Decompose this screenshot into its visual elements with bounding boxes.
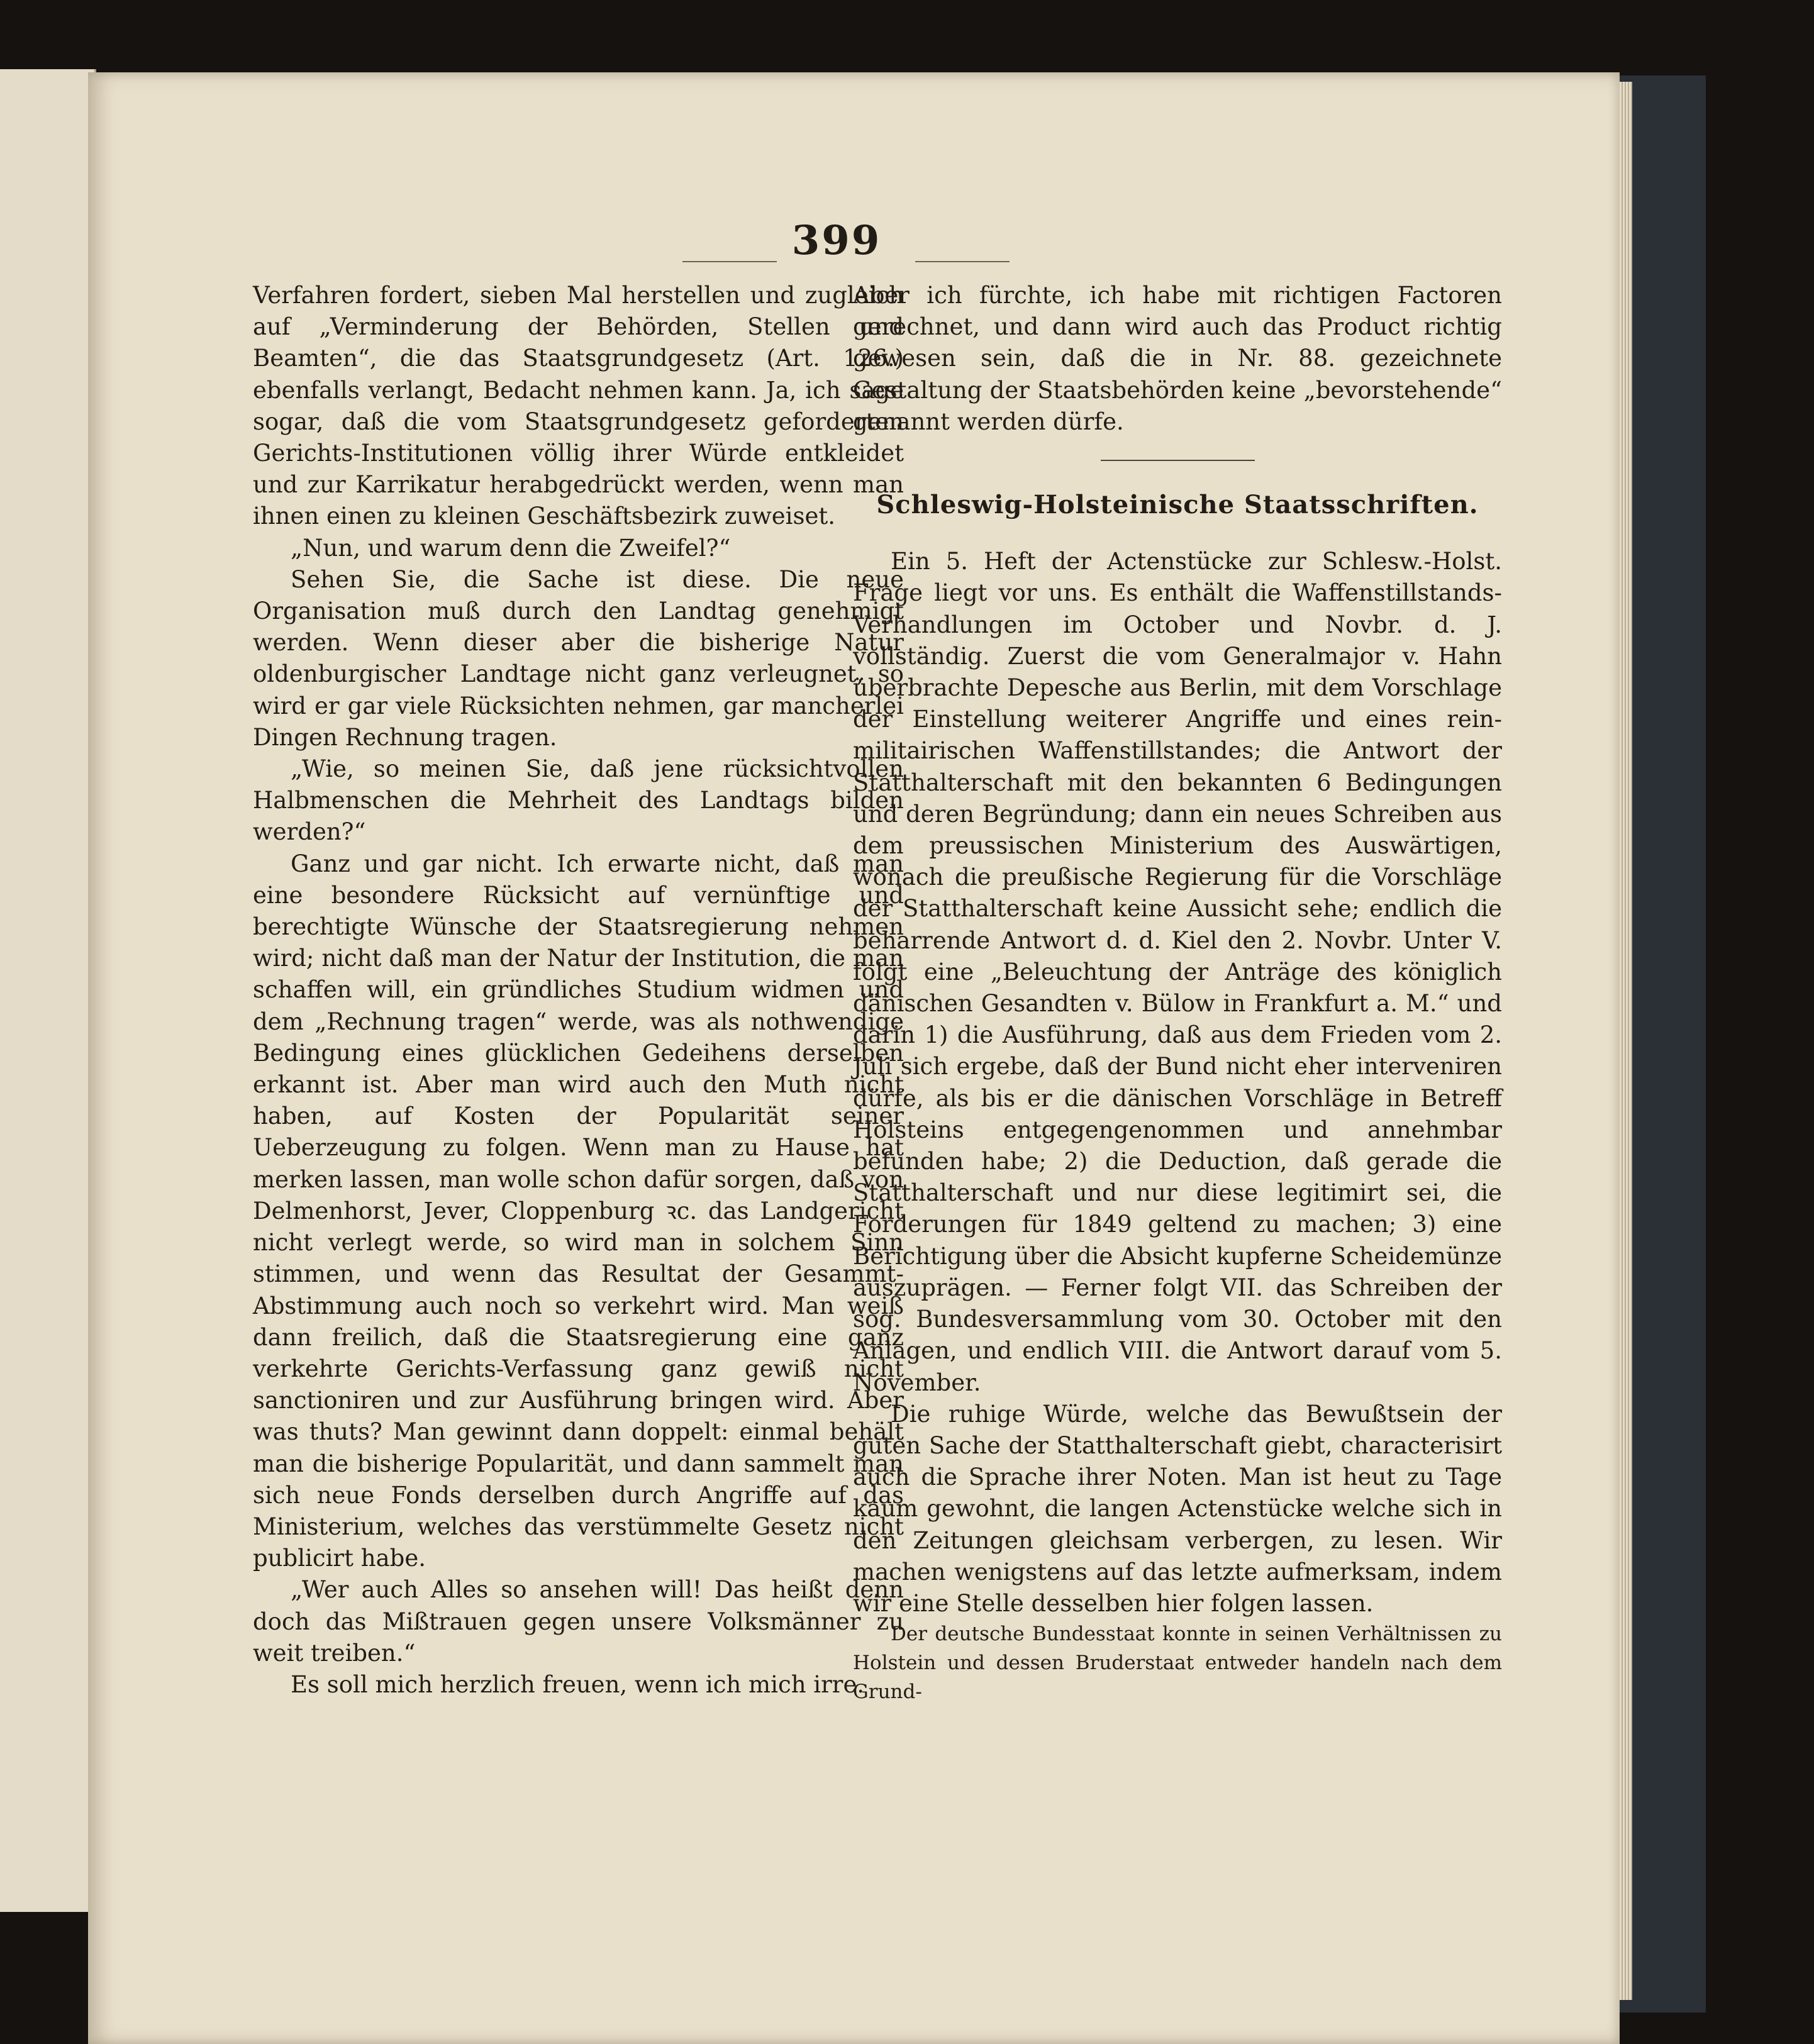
paragraph: „Nun, und warum denn die Zweifel?“ (291, 534, 731, 562)
paragraph: Die ruhige Würde, welche das Bewußtsein der guten Sache der Statthalterschaft giebt, characterisirt auch die Sprache ihrer Noten. Man ist heut zu Tage kaum gewohnt, die langen Actenstücke welche sich in den Zeitungen gleichsam verbergen, zu lesen. Wir machen wenigstens auf das letzte aufmerksam, indem wir eine Stelle desselben hier folgen lassen. (853, 1400, 1502, 1617)
paragraph: Aber ich fürchte, ich habe mit richtigen Factoren gerechnet, und dann wird auch das Product richtig gewesen sein, daß die in Nr. 88. gezeichnete Gestaltung der Staatsbehörden keine „bevorstehende“ genannt werden dürfe. (853, 282, 1502, 435)
paragraph: Sehen Sie, die Sache ist diese. Die neue Organisation muß durch den Landtag genehmigt werden. Wenn dieser aber die bisherige Natur oldenburgischer Landtage nicht ganz verleugnet, so wird er gar viele Rücksichten nehmen, gar mancherlei Dingen Rechnung tragen. (253, 565, 904, 751)
page-number: 399 (791, 217, 882, 264)
paragraph: „Wer auch Alles so ansehen will! Das heißt denn doch das Mißtrauen gegen unsere Volksmänner zu weit treiben.“ (253, 1576, 904, 1667)
left-column (253, 280, 904, 1701)
paragraph: Es soll mich herzlich freuen, wenn ich mich irre. (291, 1670, 865, 1698)
right-column (853, 280, 1502, 1706)
section-separator (1101, 460, 1255, 461)
section-title: Schleswig-Holsteinische Staatsschriften. (876, 490, 1479, 520)
paragraph: Ein 5. Heft der Actenstücke zur Schlesw.-Holst. Frage liegt vor uns. Es enthält die Waffenstillstands-Verhandlungen im October und Novbr. d. J. vollständig. Zuerst die vom Generalmajor v. Hahn überbrachte Depesche aus Berlin, mit dem Vorschlage der Einstellung weiterer Angriffe und eines rein-militairischen Waffenstillstandes; die Antwort der Statthalterschaft mit den bekannten 6 Bedingungen und deren Begründung; dann ein neues Schreiben aus dem preussischen Ministerium des Auswärtigen, wonach die preußische Regierung für die Vorschläge der Statthalterschaft keine Aussicht sehe; endlich die beharrende Antwort d. d. Kiel den 2. Novbr. Unter V. folgt eine „Beleuchtung der Anträge des königlich dänischen Gesandten v. Bülow in Frankfurt a. M.“ und darin 1) die Ausführung, daß aus dem Frieden vom 2. Juli sich ergebe, daß der Bund nicht eher interveniren dürfe, als bis er die dänischen Vorschläge in Betreff Holsteins entgegengenommen und annehmbar befunden habe; 2) die Deduction, daß gerade die Statthalterschaft und nur diese legitimirt sei, die Forderungen für 1849 geltend zu machen; 3) eine Berichtigung über die Absicht kupferne Scheidemünze auszuprägen. — Ferner folgt VII. das Schreiben der sog. Bundesversammlung vom 30. October mit den Anlagen, und endlich VIII. die Antwort darauf vom 5. November. (853, 548, 1502, 1396)
book-page (88, 72, 1620, 2044)
paragraph: Verfahren fordert, sieben Mal herstellen und zugleich auf „Verminderung der Behörden, Stellen und Beamten“, die das Staatsgrundgesetz (Art. 126.) ebenfalls verlangt, Bedacht nehmen kann. Ja, ich sage sogar, daß die vom Staatsgrundgesetz geforderten Gerichts-Institutionen völlig ihrer Würde entkleidet und zur Karrikatur herabgedrückt werden, wenn man ihnen einen zu kleinen Geschäftsbezirk zuweiset. (253, 282, 904, 530)
header-rule-left (682, 261, 777, 262)
header-rule-right (915, 261, 1010, 262)
previous-page-edge (0, 69, 96, 1912)
paragraph: Ganz und gar nicht. Ich erwarte nicht, daß man eine besondere Rücksicht auf vernünftige und berechtigte Wünsche der Staatsregierung nehmen wird; nicht daß man der Natur der Institution, die man schaffen will, ein gründliches Studium widmen und dem „Rechnung tragen“ werde, was als nothwendige Bedingung eines glücklichen Gedeihens derselben erkannt ist. Aber man wird auch den Muth nicht haben, auf Kosten der Popularität seiner Ueberzeugung zu folgen. Wenn man zu Hause hat merken lassen, man wolle schon dafür sorgen, daß von Delmenhorst, Jever, Cloppenburg ꝛc. das Landgericht nicht verlegt werde, so wird man in solchem Sinn stimmen, und wenn das Resultat der Gesammt-Abstimmung auch noch so verkehrt wird. Man weiß dann freilich, daß die Staatsregierung eine ganz verkehrte Gerichts-Verfassung ganz gewiß nicht sanctioniren und zur Ausführung bringen wird. Aber was thuts? Man gewinnt dann doppelt: einmal behält man die bisherige Popularität, und dann sammelt man sich neue Fonds derselben durch Angriffe auf das Ministerium, welches das verstümmelte Gesetz nicht publicirt habe. (253, 850, 904, 1572)
quoted-excerpt: Der deutsche Bundesstaat konnte in seinen Verhältnissen zu Holstein und dessen Bruderstaat entweder handeln nach dem Grund- (853, 1623, 1502, 1704)
paragraph: „Wie, so meinen Sie, daß jene rücksichtvollen Halbmenschen die Mehrheit des Landtags bilden werden?“ (253, 755, 904, 846)
